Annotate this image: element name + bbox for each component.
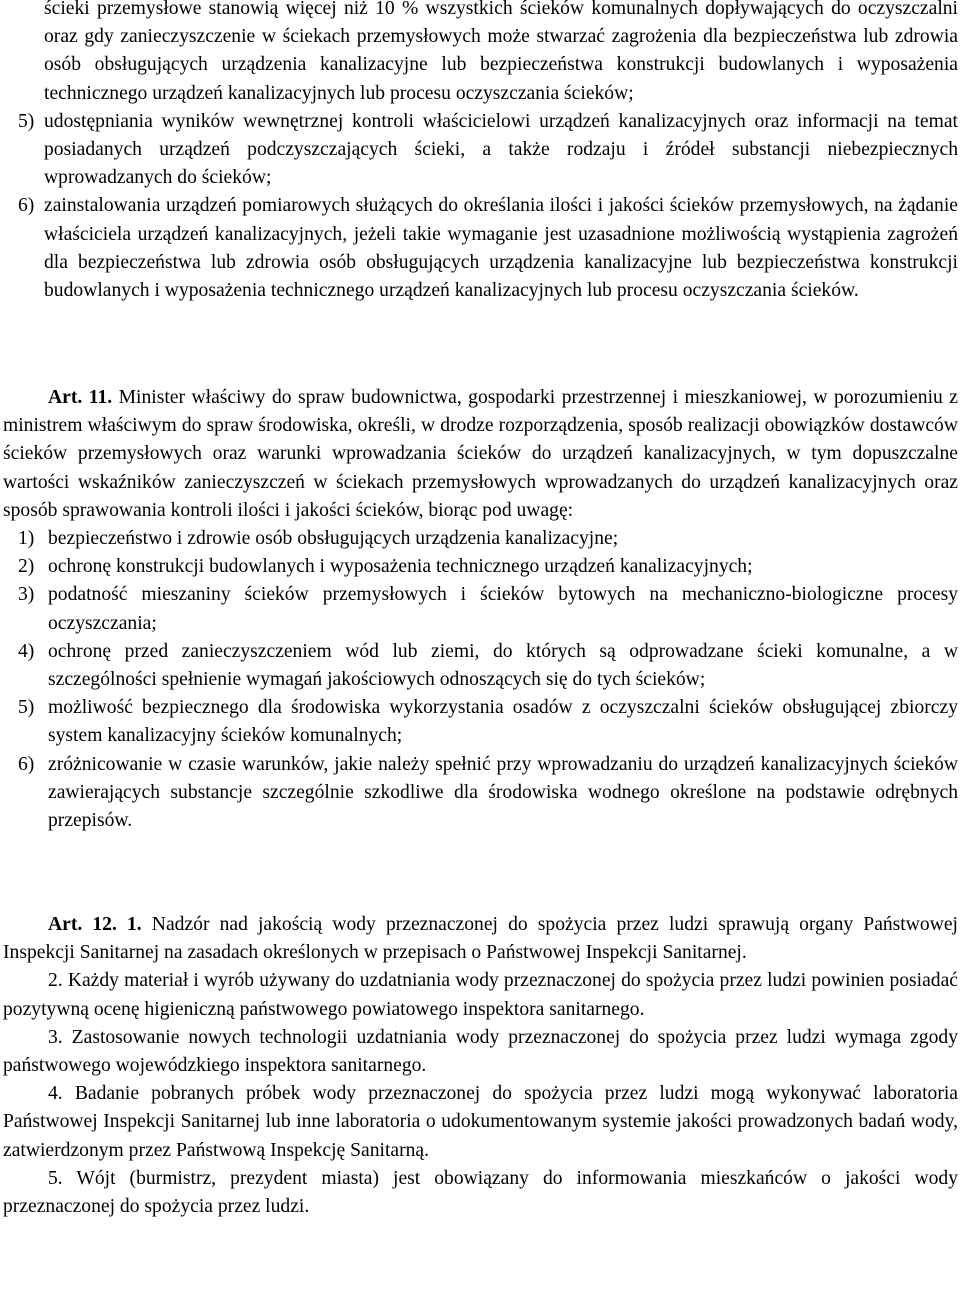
- list-item: [18, 581, 958, 637]
- article-12-paragraph: 2. Każdy materiał i wyrób używany do uzdatniania wody przeznaczonej do spożycia przez ludzi powinien posiadać pozytywną ocenę higieniczną państwowego powiatowego inspektora sanitarnego.: [3, 970, 958, 1020]
- list-item-text: bezpieczeństwo i zdrowie osób obsługujących urządzenia kanalizacyjne;: [48, 528, 619, 550]
- list-item-number: 4): [18, 640, 35, 662]
- article-12: [3, 911, 958, 1221]
- list-item-number: 2): [18, 556, 35, 578]
- article-12-paragraph: 4. Badanie pobranych próbek wody przeznaczonej do spożycia przez ludzi mogą wykonywać laboratoria Państwowej Inspekcji Sanitarnej lub inne laboratoria o udokumentowanym systemie jakości prowadzonych badań wody, zatwierdzonym przez Państwową Inspekcję Sanitarną.: [3, 1083, 958, 1161]
- article-11-intro-text: Minister właściwy do spraw budownictwa, gospodarki przestrzennej i mieszkaniowej, w porozumieniu z ministrem właściwym do spraw środowiska, określi, w drodze rozporządzenia, sposób realizacji obowiązków dostawców ścieków przemysłowych oraz warunki wprowadzania ścieków do urządzeń kanalizacyjnych, w tym dopuszczalne wartości wskaźników zanieczyszczeń w ściekach przemysłowych wprowadzanych do urządzeń kanalizacyjnych oraz sposób sprawowania kontroli ilości i jakości ścieków, biorąc pod uwagę:: [3, 387, 958, 521]
- list-item-number: 1): [18, 528, 35, 550]
- list-item: [18, 553, 958, 581]
- list-item-text: zainstalowania urządzeń pomiarowych służących do określania ilości i jakości ścieków przemysłowych, na żądanie właściciela urządzeń kanalizacyjnych, jeżeli takie wymaganie jest uzasadnione możliwością wystąpienia zagrożeń dla bezpieczeństwa lub zdrowia osób obsługujących urządzenia kanalizacyjne lub bezpieczeństwa konstrukcji budowlanych i wyposażenia technicznego urządzeń kanalizacyjnych lub procesu oczyszczania ścieków.: [44, 195, 958, 302]
- article-11-list: [18, 525, 958, 835]
- list-item-number: 6): [18, 753, 35, 775]
- article-11-intro: [3, 384, 958, 525]
- list-item: [18, 192, 958, 305]
- list-item-text: podatność mieszaniny ścieków przemysłowych i ścieków bytowych na mechaniczno-biologiczne procesy oczyszczania;: [48, 584, 958, 634]
- list-item: [18, 108, 958, 193]
- list-item: [18, 638, 958, 694]
- article-12-label: Art. 12. 1.: [48, 914, 142, 935]
- article-12-paragraph-1-text: Nadzór nad jakością wody przeznaczonej do spożycia przez ludzi sprawują organy Państwowej Inspekcji Sanitarnej na zasadach określonych w przepisach o Państwowej Inspekcji Sanitarnej.: [3, 914, 958, 964]
- list-item-4-continuation: ścieki przemysłowe stanowią więcej niż 10 % wszystkich ścieków komunalnych dopływających do oczyszczalni oraz gdy zanieczyszczenie w ściekach przemysłowych może stwarzać zagrożenia dla bezpieczeństwa lub zdrowia osób obsługujących urządzenia kanalizacyjne lub bezpieczeństwa konstrukcji budowlanych i wyposażenia technicznego urządzeń kanalizacyjnych lub procesu oczyszczania ścieków;: [44, 0, 958, 104]
- list-item: [18, 694, 958, 750]
- continued-list: [18, 0, 958, 305]
- list-item-number: 5): [18, 110, 35, 132]
- article-11-label: Art. 11.: [48, 387, 113, 408]
- list-item-text: udostępniania wyników wewnętrznej kontroli właścicielowi urządzeń kanalizacyjnych oraz informacji na temat posiadanych urządzeń podczyszczających ścieki, a także rodzaju i źródeł substancji niebezpiecznych wprowadzanych do ścieków;: [44, 110, 958, 189]
- article-12-paragraph-1: [3, 911, 958, 967]
- list-item-number: 5): [18, 697, 35, 719]
- article-12-paragraph: 5. Wójt (burmistrz, prezydent miasta) jest obowiązany do informowania mieszkańców o jakości wody przeznaczonej do spożycia przez ludzi.: [3, 1167, 958, 1218]
- list-item-text: ochronę przed zanieczyszczeniem wód lub ziemi, do których są odprowadzane ścieki komunalne, a w szczególności spełnienie wymagań jakościowych odnoszących się do tych ścieków;: [48, 640, 958, 691]
- list-item-text: możliwość bezpiecznego dla środowiska wykorzystania osadów z oczyszczalni ścieków obsługującej zbiorczy system kanalizacyjny ścieków komunalnych;: [48, 697, 958, 747]
- list-item-number: 6): [18, 195, 35, 217]
- list-item: [18, 751, 958, 836]
- list-item-text: ochronę konstrukcji budowlanych i wyposażenia technicznego urządzeń kanalizacyjnych;: [48, 556, 753, 578]
- list-item: [18, 525, 958, 553]
- article-12-paragraph: 3. Zastosowanie nowych technologii uzdatniania wody przeznaczonej do spożycia przez ludzi wymaga zgody państwowego wojewódzkiego inspektora sanitarnego.: [3, 1026, 958, 1077]
- list-item-number: 3): [18, 584, 35, 606]
- list-item-text: zróżnicowanie w czasie warunków, jakie należy spełnić przy wprowadzaniu do urządzeń kanalizacyjnych ścieków zawierających substancje szczególnie szkodliwe dla środowiska wodnego określone na podstawie odrębnych przepisów.: [48, 753, 958, 832]
- article-11: [3, 384, 958, 835]
